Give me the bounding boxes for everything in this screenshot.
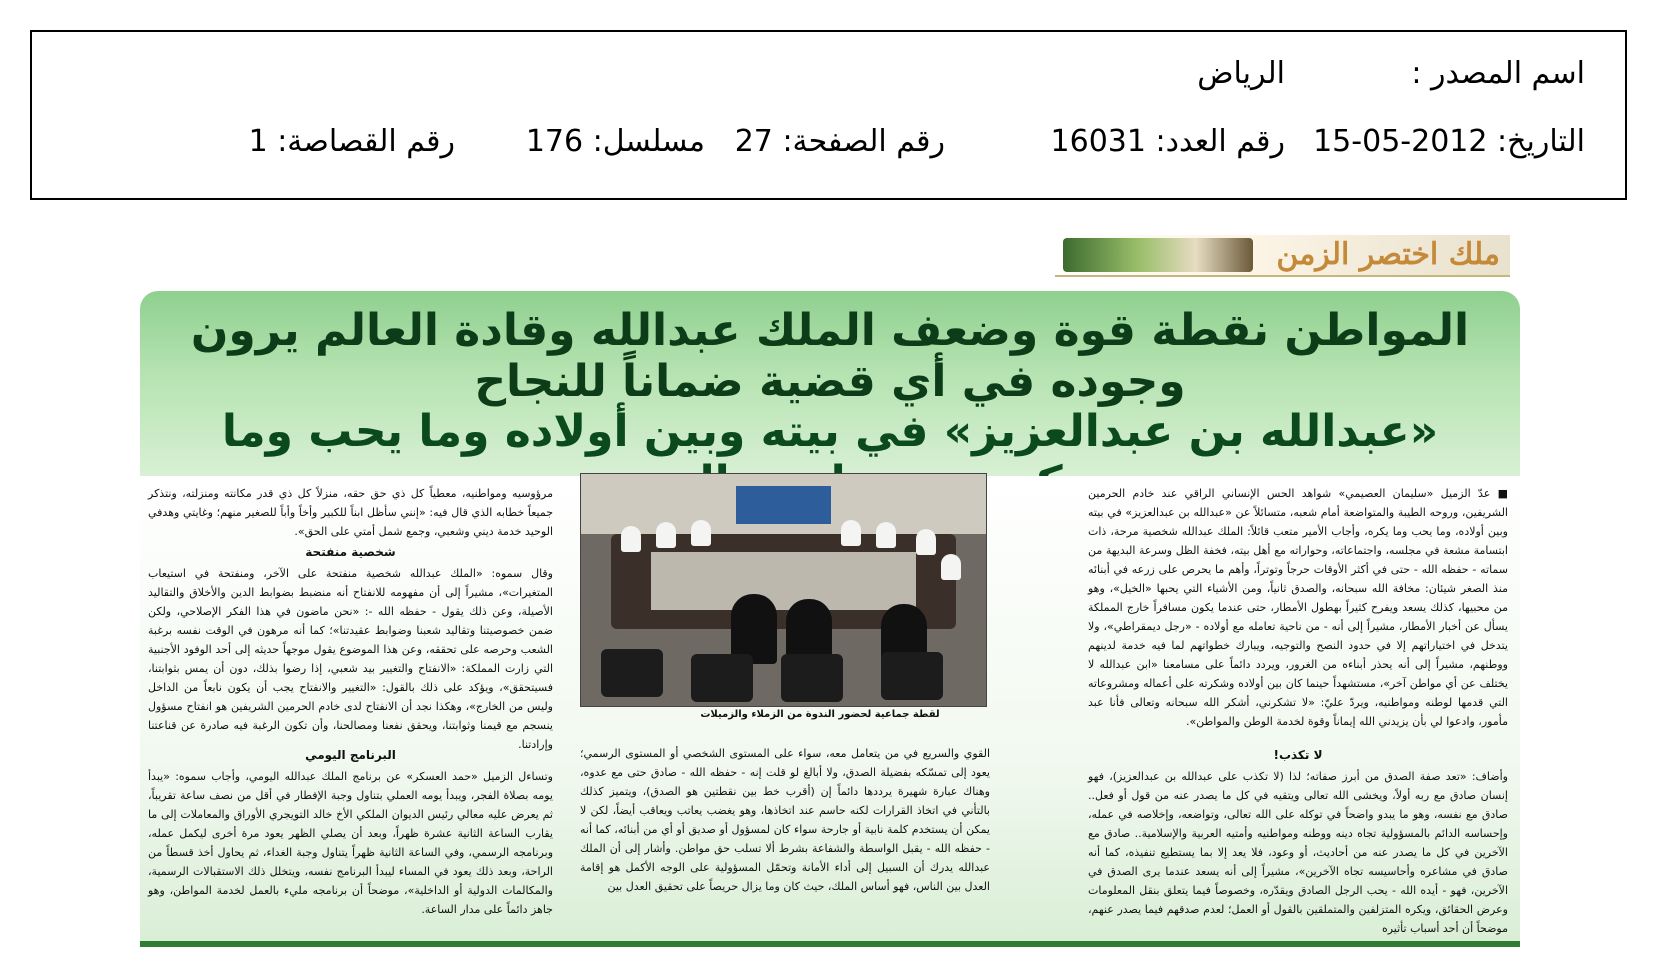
group-photo (580, 473, 987, 707)
main-headline: المواطن نقطة قوة وضعف الملك عبدالله وقادة العالم يرون وجوده في أي قضية ضماناً للنجاح (190, 305, 1470, 407)
logo-image (1063, 238, 1253, 272)
article-column-bottom-left (148, 744, 553, 934)
article-column-bottom-right (1088, 744, 1508, 934)
photo-chair (781, 654, 843, 702)
article-column-bottom-middle: القوي والسريع في من يتعامل معه، سواء على المستوى الشخصي أو المستوى الرسمي؛ يعود إلى تمسّكه بفضيلة الصدق، ولا أبالغ لو قلت إنه - حفظه الله - صادق حتى مع عدوه، وهناك عبارة شهيرة يرددها دائماً إن (أقرب خط بين نقطتين هو الصدق)، ويتميز كذلك بالتأني في اتخاذ القرارات لكنه حاسم عند اتخاذها، وهو يغضب يعاتب ويعاقب أيضاً، لكن لا يمكن أن يستخدم كلمة نابية أو جارحة سواء كان لمسؤول أو صديق أو أي من أبنائه، كما أنه - حفظه الله - يقبل الواسطة والشفاعة بشرط ألا تسلب حق مواطن. وأشار إلى أن الملك عبدالله يدرك أن السبيل إلى أداء الأمانة وتحمّل المسؤولية على الوجه الأكمل هو إقامة العدل بين الناس، فهو أساس الملك، حيث كان وما يزال حريصاً على تحقيق العدل بين (580, 747, 990, 893)
section-logo (1055, 235, 1510, 277)
photo-person (916, 529, 936, 555)
photo-person (621, 526, 641, 552)
sub-headline: «عبدالله بن عبدالعزيز» في بيته وبين أولاده وما يحب وما (221, 406, 1439, 457)
source-value: الرياض (1197, 56, 1285, 91)
column-bottom-right-text: وأضاف: «تعد صفة الصدق من أبرز صفاته؛ لذا (لا تكذب على عبدالله بن عبدالعزيز)، فهو إنسان صادق مع ربه أولاً، ويخشى الله تعالى ويتقيه في كل ما يصدر عنه من قول أو فعل.. صادق مع نفسه، وهو ما يبدو واضحاً في توكله على الله تعالى، وتواضعه، وإخلاصه في عمله، وإحساسه الدائم بالمسؤولية تجاه دينه ووطنه ومواطنيه وأمتيه العربية والإسلامية.. صادق مع الآخرين في كل ما يصدر عنه من أحاديث، أو وعود، فلا يعد إلا بما يستطيع تنفيذه، كما أنه صادق في مشاعره وأحاسيسه تجاه الآخرين»، مشيراً إلى أنه يسعد عندما يرى الصدق في الآخرين، فهو - أيده الله - يحب الرجل الصادق ويقدّره، وخصوصاً فيما يتعلق بنقل المعلومات وعرض الحقائق، ويكره المتزلفين والمتملقين بالقول أو العمل؛ لعدم صدقهم فيما يصدر عنهم، موضحاً أن أحد أسباب تأثيره (1088, 770, 1508, 935)
issue-field: رقم العدد: 16031 (1050, 124, 1285, 159)
photo-table-center (651, 552, 916, 610)
article-column-right: ■ عدّ الزميل «سليمان العصيمي» شواهد الحس الإنساني الراقي عند خادم الحرمين الشريفين، وروحه الطيبة والمتواضعة أمام شعبه، متسائلاً عن «عبدالله بن عبدالعزيز» في بيته وبين أولاده، وما يحب وما يكره، وأجاب الأمير متعب قائلاً: الملك عبدالله شخصية مرحة، ذات ابتسامة مشعة في مجلسه، واجتماعاته، وحواراته مع أهل بيته، فخفة الظل وسرعة البديهة من سماته - حفظه الله - حتى في أكثر الأوقات حرجاً وتوتراً، وأهم ما يحرص على زرعه في أبنائه منذ الصغر شيئان: مخافة الله سبحانه، والصدق ثانياً، ومن الأشياء التي يحبها «الخيل»، وهو من محبيها، كذلك يسعد ويفرح كثيراً بهطول الأمطار، حتى عندما يكون مسافراً خارج المملكة يسأل عن أخبار الأمطار، مشيراً إلى أنه - من ناحية تعامله مع أولاده - «رجل ديمقراطي»، ولا يتدخل في اختياراتهم إلا في حدود النصح والتوجيه، ويبارك خطواتهم لما فيه خدمة لدينهم ووطنهم، مشيراً إلى أنه يحذر أبناءه من الغرور، ويردد دائماً على مسامعنا «ابن عبدالله لا يختلف عن أي مواطن آخر»، مستشهداً حينما كان بين أولاده وشكرته على أعماله ومشروعاته التي قدمها لوطنه ومواطنيه، ويردّ عليّ: «لا تشكرني، أشكر الله سبحانه وتعالى فأنا عبد مأمور، وادعوا لي بأن يزيدني الله إيماناً وقوة لخدمة الوطن والمواطن». (1088, 487, 1508, 728)
photo-person (656, 522, 676, 548)
column-left-open: وقال سموه: «الملك عبدالله شخصية منفتحة على الآخر، ومنفتحة في استيعاب المتغيرات»، مشيراً إلى أن مفهومه للانفتاح أنه منضبط بضوابط الدين والأخلاق والتقاليد الأصيلة، وعن ذلك يقول - حفظه الله -: «نحن ماضون في هذا الفكر الإصلاحي، ولكن ضمن خصوصيتنا وتقاليد شعبنا وضوابط عقيدتنا»؛ كما أنه مرهون في الوقت نفسه برغبة الشعب وحرصه على تحققه، وعن هذا الموضوع يقول موجهاً حديثه إلى أحد الوفود الأجنبية التي زارت المملكة: «الانفتاح والتغيير بيد شعبي، إذا رضوا بذلك، دون أن يمس بثوابتنا، فسيتحقق»، ويؤكد على ذلك بالقول: «التغيير والانفتاح يجب أن يكون نابعاً من الداخل وليس من الخارج»، وهكذا نجد أن الانفتاح لدى خادم الحرمين الشريفين هو انفتاح مسؤول ينسجم مع قيمنا وثوابتنا، ويحقق نفعنا ومصالحنا، وأن تكون الرغبة فيه صادرة عن قناعتنا وإرادتنا. (148, 567, 553, 751)
photo-chair (601, 649, 663, 697)
clip-number-field: رقم القصاصة: 1 (248, 124, 455, 159)
photo-person (941, 554, 961, 580)
column-bottom-left-text: وتساءل الزميل «حمد العسكر» عن برنامج الملك عبدالله اليومي، وأجاب سموه: «يبدأ يومه بصلاة الفجر، ويبدأ يومه العملي بتناول وجبة الإفطار في أقل من نصف ساعة تقريباً، ثم يعرض عليه معالي رئيس الديوان الملكي الأخ خالد التويجري الأوراق والمعاملات إلى ما يقارب الساعة الثانية عشرة ظهراً، وبعد أن يصلي الظهر يعود مرة أخرى ليكمل عمله، وبرنامجه الرسمي، وفي الساعة الثانية ظهراً يتناول وجبة الغداء، ثم يحاول أخذ قسطاً من الراحة، وبعد ذلك يعود في المساء ليبدأ البرنامج نفسه، ويتخلل ذلك الاستقبالات الرسمية، والمكالمات الدولية أو الداخلية»، موضحاً أن برنامجه مليء بالعمل لخدمة المواطن، وهو جاهز دائماً على مدار الساعة. (148, 770, 553, 916)
page-field: رقم الصفحة: 27 (734, 124, 945, 159)
logo-text: ملك اختصر الزمن (1276, 237, 1500, 272)
photo-person (691, 520, 711, 546)
photo-chair (881, 652, 943, 700)
article-column-left (148, 484, 553, 751)
photo-person (876, 522, 896, 548)
subhead-open-personality: شخصية منفتحة (305, 545, 396, 559)
headline-banner (140, 291, 1520, 476)
bottom-rule (140, 941, 1520, 947)
newspaper-clipping (140, 235, 1520, 947)
source-label: اسم المصدر : (1411, 56, 1585, 91)
date-field: التاريخ: 2012-05-15 (1313, 124, 1585, 159)
photo-chair (691, 654, 753, 702)
photo-caption: لقطة جماعية لحضور الندوة من الزملاء والزميلات (700, 709, 940, 720)
clipping-metadata-box (30, 30, 1627, 200)
photo-person (841, 520, 861, 546)
serial-field: مسلسل: 176 (525, 124, 705, 159)
photo-screen (736, 486, 831, 524)
column-left-intro: مرؤوسيه ومواطنيه، معطياً كل ذي حق حقه، منزلاً كل ذي قدر مكانته ومنزلته، ونتذكر جميعاً خطابه الذي قال فيه: «إنني سأظل ابناً للكبير وأخاً وأباً للصغير منهم؛ وغايتي وهدفي الوحيد خدمة ديني وشعبي، وجمع شمل أمتي على الحق». (148, 487, 553, 538)
subhead-daily-program: البرنامج اليومي (305, 748, 396, 762)
subhead-no-lie: لا تكذب! (1273, 748, 1323, 762)
